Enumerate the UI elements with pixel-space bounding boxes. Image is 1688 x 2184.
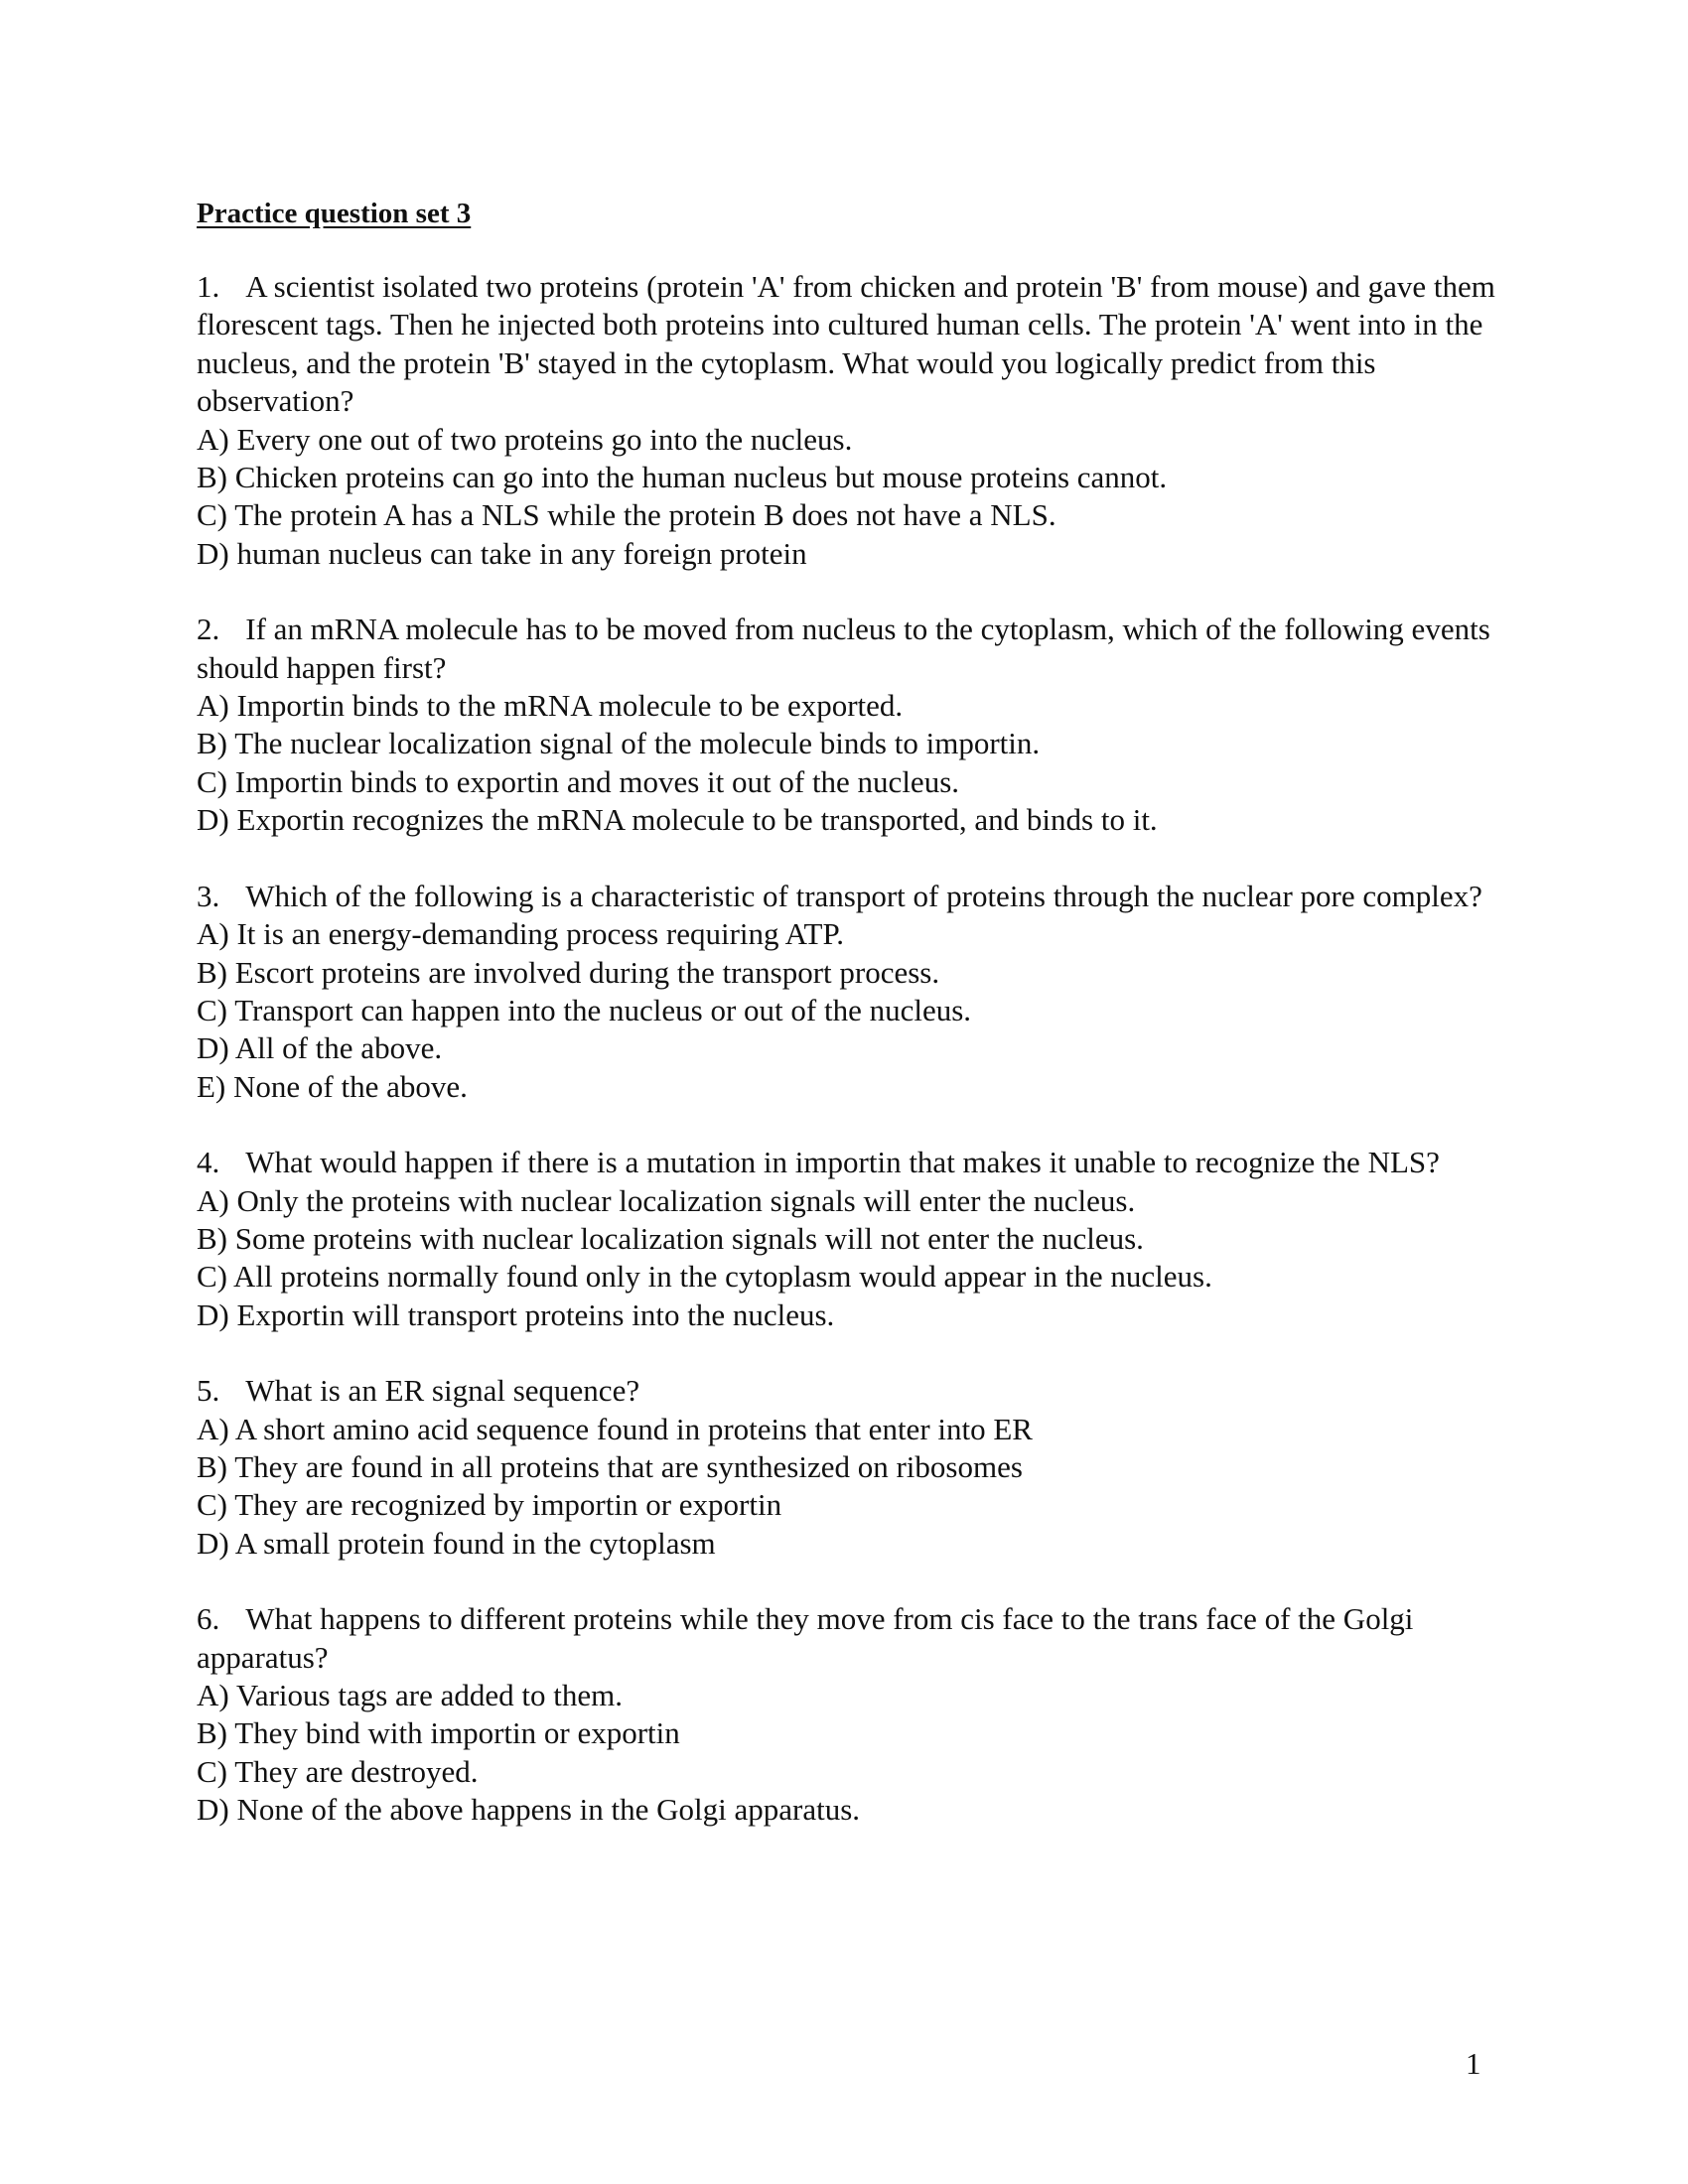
question-stem bbox=[197, 1144, 1507, 1181]
answer-option: D) A small protein found in the cytoplasm bbox=[197, 1525, 716, 1561]
question-number: 1. bbox=[197, 269, 220, 304]
question-number: 4. bbox=[197, 1145, 220, 1180]
answer-option: D) Exportin will transport proteins into the nucleus. bbox=[197, 1297, 835, 1332]
answer-option: A) Every one out of two proteins go into the nucleus. bbox=[197, 421, 853, 457]
answer-option: A) A short amino acid sequence found in proteins that enter into ER bbox=[197, 1411, 1033, 1446]
page-title: Practice question set 3 bbox=[197, 198, 472, 229]
question-stem bbox=[197, 878, 1507, 915]
question-text: A scientist isolated two proteins (protein 'A' from chicken and protein 'B' from mouse) and gave them florescent tags. Then he injected both proteins into cultured human cells. The protein 'A' went into in the nucleus, and the protein 'B' stayed in the cytoplasm. What would you logically predict from this observation? bbox=[197, 269, 1495, 419]
page-number: 1 bbox=[1466, 2046, 1481, 2081]
document-page bbox=[197, 195, 1507, 1867]
answer-option: C) Importin binds to exportin and moves it out of the nucleus. bbox=[197, 763, 960, 799]
answer-option: A) Only the proteins with nuclear localization signals will enter the nucleus. bbox=[197, 1182, 1136, 1218]
question-stem bbox=[197, 268, 1507, 421]
question-text: What is an ER signal sequence? bbox=[245, 1373, 640, 1409]
question-number: 6. bbox=[197, 1601, 220, 1637]
question-6 bbox=[197, 1600, 1507, 1829]
answer-option: C) The protein A has a NLS while the protein B does not have a NLS. bbox=[197, 497, 1056, 533]
question-4 bbox=[197, 1144, 1507, 1334]
answer-option: A) Importin binds to the mRNA molecule to be exported. bbox=[197, 688, 904, 724]
question-text: If an mRNA molecule has to be moved from nucleus to the cytoplasm, which of the following events should happen first? bbox=[197, 612, 1490, 685]
answer-option: B) They are found in all proteins that are synthesized on ribosomes bbox=[197, 1448, 1023, 1484]
question-text: Which of the following is a characteristic of transport of proteins through the nuclear pore complex? bbox=[245, 878, 1482, 913]
answer-option: D) None of the above happens in the Golgi apparatus. bbox=[197, 1792, 861, 1828]
question-stem bbox=[197, 611, 1507, 687]
answer-option: D) Exportin recognizes the mRNA molecule to be transported, and binds to it. bbox=[197, 802, 1158, 838]
question-5 bbox=[197, 1372, 1507, 1563]
question-stem bbox=[197, 1600, 1507, 1677]
question-number: 5. bbox=[197, 1373, 220, 1409]
answer-option: E) None of the above. bbox=[197, 1068, 468, 1104]
answer-option: C) They are destroyed. bbox=[197, 1753, 479, 1789]
question-3 bbox=[197, 878, 1507, 1106]
question-1 bbox=[197, 268, 1507, 573]
answer-option: A) Various tags are added to them. bbox=[197, 1678, 624, 1712]
answer-option: A) It is an energy-demanding process requiring ATP. bbox=[197, 916, 845, 952]
answer-option: C) Transport can happen into the nucleus or out of the nucleus. bbox=[197, 992, 972, 1027]
question-number: 2. bbox=[197, 612, 220, 647]
question-2 bbox=[197, 611, 1507, 839]
question-text: What happens to different proteins while they move from cis face to the trans face of the Golgi apparatus? bbox=[197, 1601, 1414, 1675]
answer-option: B) They bind with importin or exportin bbox=[197, 1715, 680, 1751]
answer-option: B) Escort proteins are involved during the transport process. bbox=[197, 954, 940, 990]
question-list bbox=[197, 268, 1507, 1830]
answer-option: C) They are recognized by importin or exportin bbox=[197, 1487, 782, 1523]
question-stem bbox=[197, 1372, 1507, 1410]
question-text: What would happen if there is a mutation in importin that makes it unable to recognize the NLS? bbox=[245, 1145, 1440, 1180]
answer-option: D) All of the above. bbox=[197, 1030, 443, 1066]
answer-option: C) All proteins normally found only in the cytoplasm would appear in the nucleus. bbox=[197, 1259, 1212, 1295]
answer-option: D) human nucleus can take in any foreign protein bbox=[197, 535, 807, 571]
question-number: 3. bbox=[197, 878, 220, 913]
answer-option: B) Some proteins with nuclear localization signals will not enter the nucleus. bbox=[197, 1220, 1144, 1256]
answer-option: B) The nuclear localization signal of the molecule binds to importin. bbox=[197, 726, 1041, 761]
answer-option: B) Chicken proteins can go into the human nucleus but mouse proteins cannot. bbox=[197, 460, 1168, 495]
